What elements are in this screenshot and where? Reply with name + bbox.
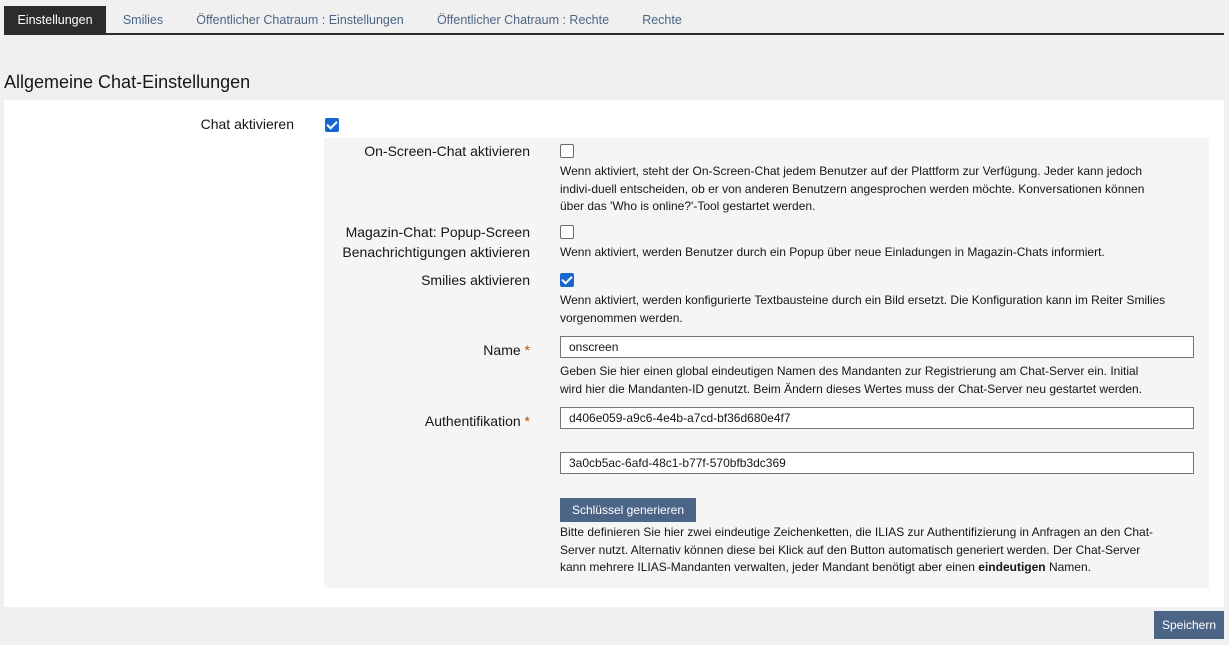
osc-label: On-Screen-Chat aktivieren — [364, 143, 530, 159]
magazine-help: Wenn aktiviert, werden Benutzer durch ein Popup über neue Einladungen in Magazin-Chats informiert. — [560, 245, 1105, 259]
tab-public-room-permissions[interactable]: Öffentlicher Chatraum : Rechte — [436, 13, 610, 27]
magazine-label-line1: Magazin-Chat: Popup-Screen — [345, 224, 530, 240]
osc-help: Wenn aktiviert, steht der On-Screen-Chat jedem Benutzer auf der Plattform zur Verfügung. Jeder kann jedoch indivi-duell entscheiden, ob er von anderen Benutzern angesprochen werden möchte. Konversationen können über das 'Who is online?'-Tool gestartet werden. — [560, 164, 1145, 213]
section-title: Allgemeine Chat-Einstellungen — [4, 72, 251, 92]
tab-public-room-settings[interactable]: Öffentlicher Chatraum : Einstellungen — [196, 13, 404, 27]
settings-form — [4, 100, 1224, 607]
required-mark: * — [524, 342, 530, 358]
tab-einstellungen[interactable]: Einstellungen — [4, 6, 106, 33]
magazine-label-line2: Benachrichtigungen aktivieren — [342, 244, 530, 260]
name-input[interactable]: onscreen — [560, 336, 1194, 358]
magazine-checkbox[interactable] — [560, 225, 574, 239]
generate-keys-button[interactable]: Schlüssel generieren — [560, 498, 696, 522]
tab-bar — [4, 6, 1224, 35]
auth-label-text: Authentifikation — [424, 413, 521, 429]
tab-rechte[interactable]: Rechte — [642, 13, 682, 27]
chat-subsettings — [324, 138, 1209, 588]
save-button[interactable]: Speichern — [1154, 611, 1224, 639]
auth-help — [560, 524, 1168, 577]
auth-help-text: Bitte definieren Sie hier zwei eindeutige Zeichenketten, die ILIAS zur Authentifizierung in Anfragen an den Chat-Server nutzt. Alternativ können diese bei Klick auf den Button automatisch generiert werden. Der Chat-Server kann mehrere ILIAS-Mandanten verwalten, jeder Mandant benötigt aber einen — [560, 525, 1154, 574]
name-help: Geben Sie hier einen global eindeutigen Namen des Mandanten zur Registrierung am Chat-Server ein. Initial wird hier die Mandanten-ID genutzt. Beim Ändern dieses Wertes muss der Chat-Server neu gestartet werden. — [560, 364, 1143, 396]
auth-help-emphasis: eindeutigen — [978, 560, 1046, 574]
auth-key-input-2[interactable]: 3a0cb5ac-6afd-48c1-b77f-570bfb3dc369 — [560, 452, 1194, 474]
required-mark: * — [524, 413, 530, 429]
smilies-help: Wenn aktiviert, werden konfigurierte Textbausteine durch ein Bild ersetzt. Die Konfiguration kann im Reiter Smilies vorgenommen werden. — [560, 293, 1166, 325]
smilies-checkbox[interactable] — [560, 273, 574, 287]
auth-help-text-end: Namen. — [1048, 560, 1091, 574]
name-label — [324, 340, 530, 361]
osc-checkbox[interactable] — [560, 144, 574, 158]
name-label-text: Name — [483, 342, 521, 358]
smilies-label: Smilies aktivieren — [421, 272, 530, 288]
chat-enable-checkbox[interactable] — [325, 118, 339, 132]
auth-label — [324, 411, 530, 432]
chat-enable-label: Chat aktivieren — [200, 116, 294, 132]
tab-smilies[interactable]: Smilies — [122, 13, 164, 27]
auth-key-input-1[interactable]: d406e059-a9c6-4e4b-a7cd-bf36d680e4f7 — [560, 407, 1194, 429]
